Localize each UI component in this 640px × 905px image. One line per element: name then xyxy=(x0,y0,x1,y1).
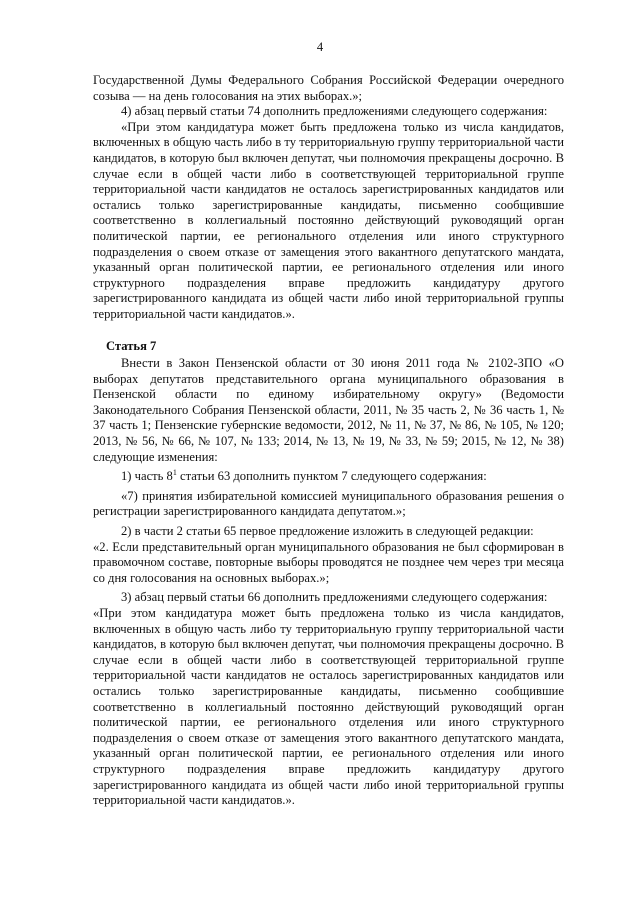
paragraph-item-3: 3) абзац первый статьи 66 дополнить предложениями следующего содержания: xyxy=(121,590,548,605)
item-1-after: статьи 63 дополнить пунктом 7 следующего содержания: xyxy=(176,469,487,484)
page-number: 4 xyxy=(316,40,324,54)
paragraph-item-1-text: «7) принятия избирательной комиссией муниципального образования решения о регистрации зарегистрированного кандидата депутатом.»; xyxy=(93,488,564,519)
article-heading: Статья 7 xyxy=(106,338,157,353)
paragraph-continuation: Государственной Думы Федерального Собрания Российской Федерации очередного созыва — на день голосования на этих выборах.»; xyxy=(93,73,564,103)
paragraph-item-1 xyxy=(93,469,564,485)
paragraph-item-2: 2) в части 2 статьи 65 первое предложение изложить в следующей редакции: xyxy=(121,524,534,539)
article-intro: Внести в Закон Пензенской области от 30 июня 2011 года № 2102-ЗПО «О выборах депутатов представительного органа муниципального образования в Пензенской области по единому избирательному округу» (Ведомости Законодательного Собрания Пензенской области, 2011, № 35 часть 2, № 36 часть 1, № 37 часть 1; Пензенские губернские ведомости, 2012, № 11, № 37, № 86, № 105, № 120; 2013, № 56, № 66, № 107, № 133; 2014, № 13, № 19, № 33, № 59; 2015, № 12, № 38) следующие изменения: xyxy=(93,356,564,464)
item-1-before: 1) часть 8 xyxy=(121,469,173,484)
paragraph-item-4-text: «При этом кандидатура может быть предложена только из числа кандидатов, включенных в общую часть либо в ту территориальную группу территориальной части кандидатов, в которую был включен депутат, чьи полномочия прекращены досрочно. В случае если в общей части либо в соответствующей территориальной группе территориальной части кандидатов не осталось зарегистрированных кандидатов или остались только зарегистрированные кандидаты, письменно сообщившие соответственно в коллегиальный постоянно действующий руководящий орган политической партии, ее регионального отделения или иного структурного подразделения о своем отказе от замещения этого вакантного депутатского мандата, указанный орган политической партии, ее регионального отделения или иного структурного подразделения вправе предложить кандидатуру другого зарегистрированного кандидата из общей части либо иной территориальной группы территориальной части кандидатов.». xyxy=(93,119,564,321)
item-1-superscript: 1 xyxy=(172,468,177,478)
paragraph-item-2-text: «2. Если представительный орган муниципального образования не был сформирован в правомочном составе, повторные выборы проводятся не позднее чем через три месяца со дня голосования на основных выборах.»; xyxy=(93,539,564,585)
document-body xyxy=(93,73,564,809)
paragraph-item-4: 4) абзац первый статьи 74 дополнить предложениями следующего содержания: xyxy=(121,104,548,119)
paragraph-item-3-text: «При этом кандидатура может быть предложена только из числа кандидатов, включенных в общую часть либо ту территориальную группу территориальной части кандидатов, в которую был включен депутат, чьи полномочия прекращены досрочно. В случае если в общей части либо в соответствующей территориальной группе территориальной части кандидатов не осталось зарегистрированных кандидатов или остались только зарегистрированные кандидаты, письменно сообщившие соответственно в коллегиальный постоянно действующий руководящий орган политической партии, ее регионального отделения или иного структурного подразделения о своем отказе от замещения этого вакантного депутатского мандата, указанный орган политической партии, ее регионального отделения или иного структурного подразделения вправе предложить кандидатуру другого зарегистрированного кандидата из общей части либо иной территориальной группы территориальной части кандидатов.». xyxy=(93,606,564,808)
